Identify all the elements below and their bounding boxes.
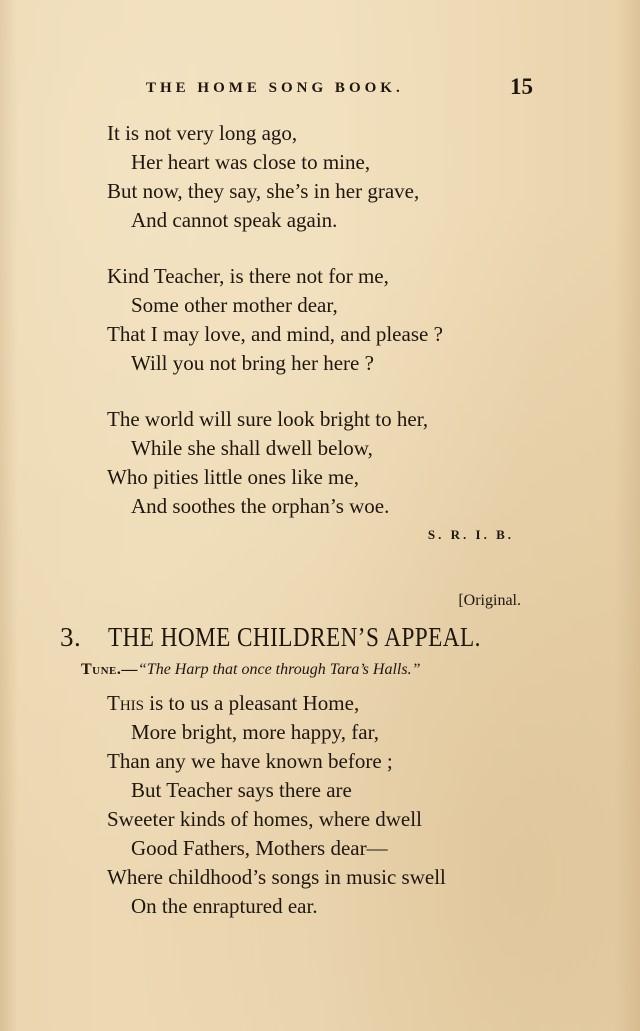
poem-line: Who pities little ones like me, xyxy=(107,465,359,489)
source-note: [Original. xyxy=(458,592,521,609)
song-line-first xyxy=(107,689,577,718)
song-line: But Teacher says there are xyxy=(131,778,352,802)
song-title: THE HOME CHILDREN’S APPEAL. xyxy=(108,622,481,652)
song-line: Good Fathers, Mothers dear— xyxy=(131,836,388,860)
poem-line: But now, they say, she’s in her grave, xyxy=(107,179,420,203)
poem-stanza-2 xyxy=(107,262,577,378)
poem-line: The world will sure look bright to her, xyxy=(107,407,429,431)
song-line: Than any we have known before ; xyxy=(107,749,393,773)
song-line: Sweeter kinds of homes, where dwell xyxy=(107,807,422,831)
poem-line: Kind Teacher, is there not for me, xyxy=(107,264,389,288)
poem-line: It is not very long ago, xyxy=(107,121,298,145)
song-line: More bright, more happy, far, xyxy=(131,720,379,744)
poem-stanza-3 xyxy=(107,405,577,521)
poem-line: While she shall dwell below, xyxy=(131,436,373,460)
song-line: On the enraptured ear. xyxy=(131,894,318,918)
running-title: THE HOME SONG BOOK. xyxy=(146,80,404,96)
first-line-rest: is to us a pleasant Home, xyxy=(144,691,360,715)
tune-line xyxy=(81,661,541,679)
song-heading xyxy=(60,622,580,656)
tune-name: “The Harp that once through Tara’s Halls.” xyxy=(137,661,421,678)
poem-line: And cannot speak again. xyxy=(131,208,338,232)
first-word: This xyxy=(107,691,144,715)
running-head xyxy=(0,74,640,104)
song-line: Where childhood’s songs in music swell xyxy=(107,865,446,889)
poem-line: Will you not bring her here ? xyxy=(131,351,374,375)
poem-line: Some other mother dear, xyxy=(131,293,338,317)
poem-line: Her heart was close to mine, xyxy=(131,150,371,174)
song-stanza xyxy=(107,689,577,921)
poem-line: And soothes the orphan’s woe. xyxy=(131,494,390,518)
poem-line: That I may love, and mind, and please ? xyxy=(107,322,443,346)
poem-stanza-1 xyxy=(107,119,577,235)
page-number: 15 xyxy=(510,74,533,99)
song-number: 3. xyxy=(60,622,82,652)
author-signature: S. R. I. B. xyxy=(427,527,514,542)
tune-label: Tune.— xyxy=(81,661,138,678)
